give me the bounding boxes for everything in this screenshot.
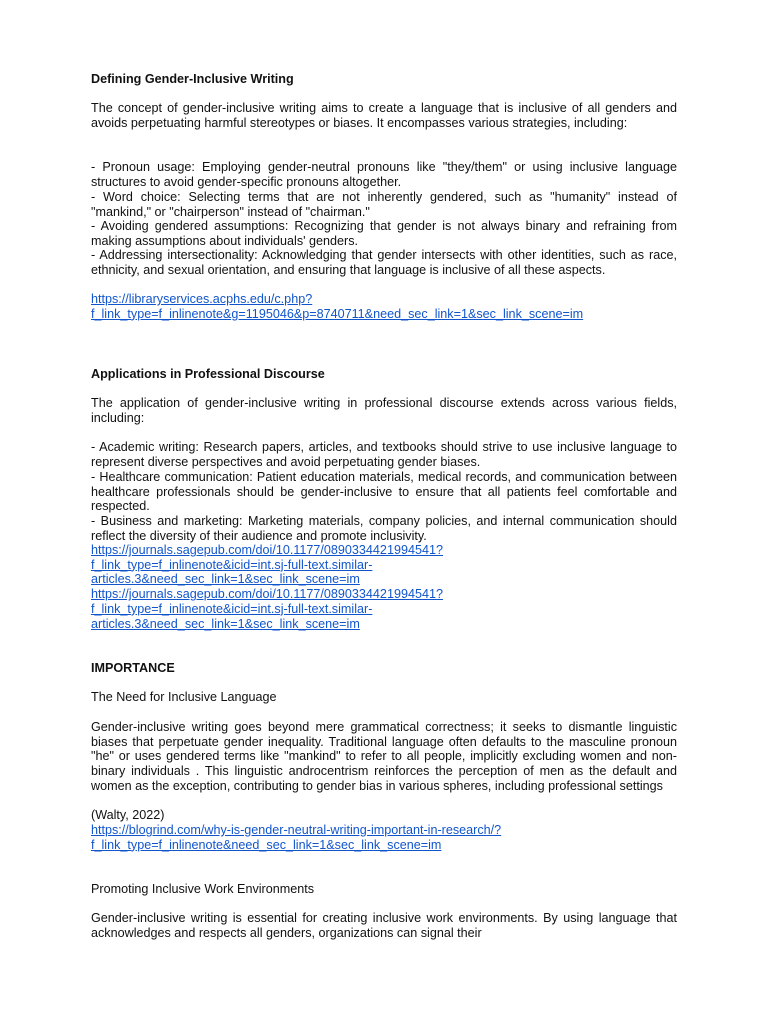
reference-link[interactable]	[91, 543, 677, 631]
reference-link[interactable]	[91, 292, 677, 321]
link-line[interactable]: https://journals.sagepub.com/doi/10.1177/0890334421994541?	[91, 543, 443, 557]
link-line[interactable]: https://journals.sagepub.com/doi/10.1177/0890334421994541?	[91, 587, 443, 602]
link-line[interactable]: articles.3&need_sec_link=1&sec_link_scene=im	[91, 616, 360, 631]
section-heading: Applications in Professional Discourse	[91, 367, 325, 381]
list-item: - Addressing intersectionality: Acknowledging that gender intersects with other identities, such as race, ethnicity, and sexual orientation, and ensuring that language is inclusive of all these aspects.	[91, 248, 677, 277]
list-item: - Avoiding gendered assumptions: Recognizing that gender is not always binary and refraining from making assumptions about individuals' genders.	[91, 219, 677, 248]
list-item: - Academic writing: Research papers, articles, and textbooks should strive to use inclusive language to represent diverse perspectives and avoid perpetuating gender biases.	[91, 440, 677, 469]
list-item: - Pronoun usage: Employing gender-neutral pronouns like "they/them" or using inclusive language structures to avoid gender-specific pronouns altogether.	[91, 160, 677, 189]
section-heading: IMPORTANCE	[91, 661, 175, 675]
link-line[interactable]: https://libraryservices.acphs.edu/c.php?	[91, 292, 313, 306]
list-item: - Word choice: Selecting terms that are not inherently gendered, such as "humanity" instead of "mankind," or "chairperson" instead of "chairman."	[91, 190, 677, 219]
reference-link[interactable]	[91, 823, 677, 852]
link-line[interactable]: f_link_type=f_inlinenote&need_sec_link=1&sec_link_scene=im	[91, 837, 442, 852]
link-line[interactable]: articles.3&need_sec_link=1&sec_link_scene=im	[91, 572, 360, 587]
subheading: The Need for Inclusive Language	[91, 690, 277, 704]
link-line[interactable]: f_link_type=f_inlinenote&g=1195046&p=8740711&need_sec_link=1&sec_link_scene=im	[91, 306, 584, 321]
citation: (Walty, 2022)	[91, 808, 165, 822]
link-line[interactable]: f_link_type=f_inlinenote&icid=int.sj-full-text.similar-	[91, 601, 373, 616]
paragraph: The application of gender-inclusive writing in professional discourse extends across various fields, including:	[91, 396, 677, 425]
paragraph: Gender-inclusive writing is essential for creating inclusive work environments. By using language that acknowledges and respects all genders, organizations can signal their	[91, 911, 677, 940]
subheading: Promoting Inclusive Work Environments	[91, 882, 315, 896]
list-item: - Business and marketing: Marketing materials, company policies, and internal communication should reflect the diversity of their audience and promote inclusivity.	[91, 514, 677, 543]
link-line[interactable]: f_link_type=f_inlinenote&icid=int.sj-full-text.similar-	[91, 557, 373, 572]
paragraph: Gender-inclusive writing goes beyond mere grammatical correctness; it seeks to dismantle linguistic biases that perpetuate gender inequality. Traditional language often defaults to the masculine pronoun "he" or uses gendered terms like "mankind" to refer to all people, implicitly excluding women and non-binary individuals . This linguistic androcentrism reinforces the perception of men as the default and women as the exception, contributing to gender bias in various spheres, including professional settings	[91, 720, 677, 793]
link-line[interactable]: https://blogrind.com/why-is-gender-neutral-writing-important-in-research/?	[91, 823, 502, 837]
list-item: - Healthcare communication: Patient education materials, medical records, and communication between healthcare professionals should be gender-inclusive to ensure that all patients feel comfortable and respected.	[91, 470, 677, 514]
paragraph: The concept of gender-inclusive writing aims to create a language that is inclusive of all genders and avoids perpetuating harmful stereotypes or biases. It encompasses various strategies, including:	[91, 101, 677, 130]
section-heading: Defining Gender-Inclusive Writing	[91, 72, 294, 86]
